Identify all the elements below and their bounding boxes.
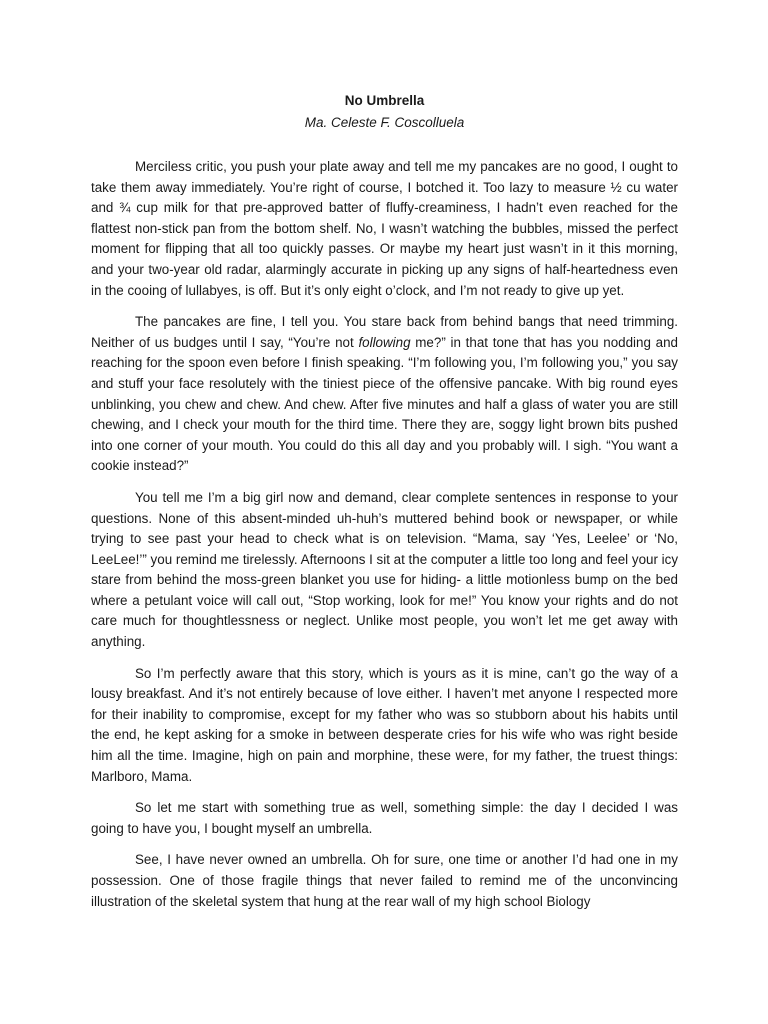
document-author: Ma. Celeste F. Coscolluela (304, 115, 465, 130)
paragraph-3: You tell me I’m a big girl now and demand, clear complete sentences in response to your questions. None of this absent-minded uh-huh’s muttered behind book or newspaper, or while trying to see past your head to check what is on television. “Mama, say ‘Yes, Leelee’ or ‘No, LeeLee!’” you remind me tirelessly. Afternoons I sit at the computer a little too long and feel your icy stare from behind the moss-green blanket you use for hiding- a little motionless bump on the bed where a petulant voice will call out, “Stop working, look for me!” You know your rights and do not care much for thoughtlessness or neglect. Unlike most people, you won’t let me get away with anything. (91, 489, 679, 650)
paragraph-2-text-start: The pancakes are fine, I tell you. You stare back from behind bangs that need trimming. Neither of us budges until I say, “You’re not (91, 314, 678, 350)
paragraph-1: Merciless critic, you push your plate away and tell me my pancakes are no good, I ought to take them away immediately. You’re right of course, I botched it. Too lazy to measure ½ cu water and ¾ cup milk for that pre-approved batter of fluffy-creaminess, I hadn’t even reached for the flattest non-stick pan from the bottom shelf. No, I wasn’t watching the bubbles, missed the perfect moment for flipping that all too quickly passes. Or maybe my heart just wasn’t in it this morning, and your two-year old radar, alarmingly accurate in picking up any signs of half-heartedness even in the cooing of lullabyes, is off. But it’s only eight o’clock, and I’m not ready to give up yet. (91, 159, 678, 298)
paragraph-4: So I’m perfectly aware that this story, which is yours as it is mine, can’t go the way of a lousy breakfast. And it’s not entirely because of love either. I haven’t met anyone I respected more for their inability to compromise, except for my father who was so stubborn about his habits until the end, he kept asking for a smoke in between desperate cries for his wife who was right beside him all the time. Imagine, high on pain and morphine, these were, for my father, the truest things: Marlboro, Mama. (91, 665, 678, 784)
paragraph-2-text-end: me?” in that tone that has you nodding and reaching for the spoon even before I finish speaking. “I’m following you, I’m following you,” you say and stuff your face resolutely with the tiniest piece of the offensive pancake. With big round eyes unblinking, you chew and chew. And chew. After five minutes and half a glass of water you are still chewing, and I check your mouth for the third time. There they are, soggy light brown bits pushed into one corner of your mouth. You could do this all day and you probably will. I sigh. “You want a cookie instead?” (91, 334, 679, 474)
paragraph-2-italic-word: following (358, 334, 411, 350)
paragraph-5: So let me start with something true as well, something simple: the day I decided I was going to have you, I bought myself an umbrella. (91, 800, 678, 836)
paragraph-2 (91, 312, 678, 477)
paragraph-6: See, I have never owned an umbrella. Oh for sure, one time or another I’d had one in my possession. One of those fragile things that never failed to remind me of the unconvincing illustration of the skeletal system that hung at the rear wall of my high school Biology (91, 852, 678, 909)
document-page (91, 90, 678, 923)
document-title: No Umbrella (344, 93, 425, 108)
